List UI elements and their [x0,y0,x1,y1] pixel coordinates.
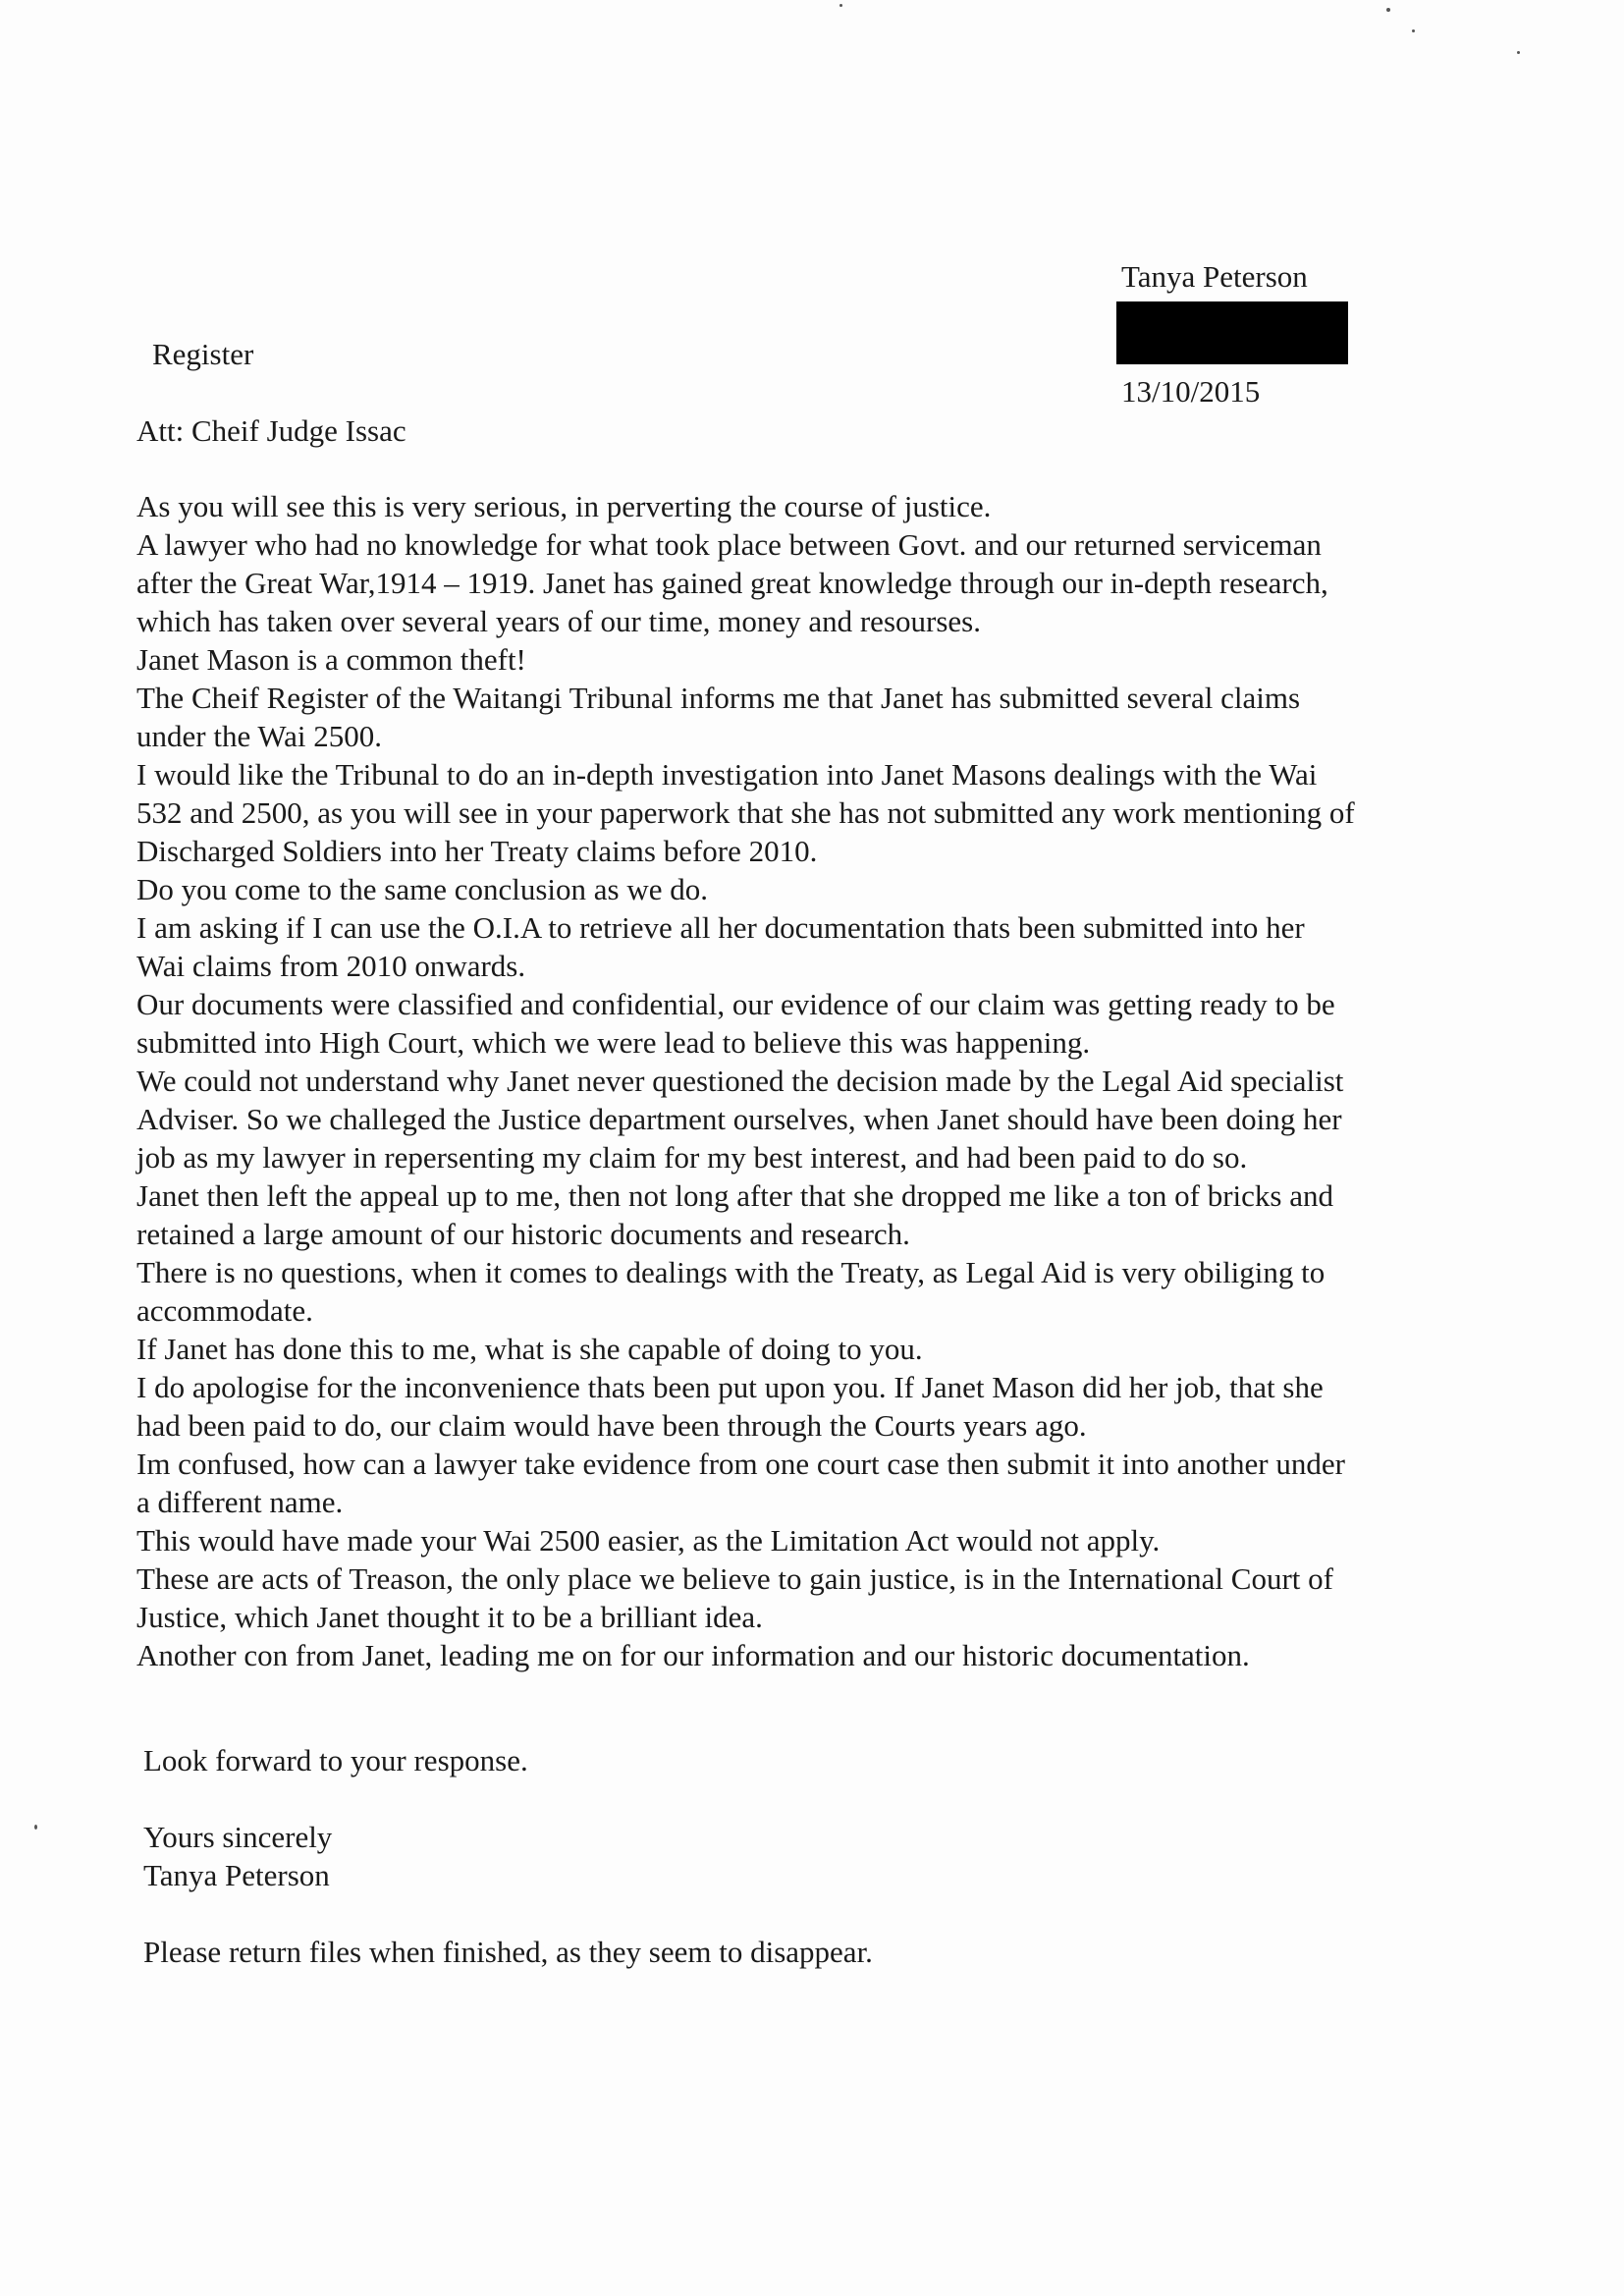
body-line: had been paid to do, our claim would have been through the Courts years ago. [136,1408,1087,1443]
body-line: There is no questions, when it comes to dealings with the Treaty, as Legal Aid is very obiliging to [136,1255,1326,1289]
closing-line: Look forward to your response. [143,1743,528,1777]
body-line: These are acts of Treason, the only place we believe to gain justice, is in the International Court of [136,1561,1333,1596]
body-line: job as my lawyer in repersenting my claim for my best interest, and had been paid to do so. [136,1140,1248,1175]
body-line: Adviser. So we challeged the Justice department ourselves, when Janet should have been doing her [136,1102,1342,1136]
signoff: Yours sincerely [143,1820,333,1854]
signoff-name: Tanya Peterson [143,1858,330,1892]
scan-speck [1517,51,1520,54]
attention-line: Att: Cheif Judge Issac [136,413,406,448]
body-line: Another con from Janet, leading me on for our information and our historic documentation. [136,1638,1250,1672]
body-line: which has taken over several years of our time, money and resourses. [136,604,981,638]
sender-name: Tanya Peterson [1121,259,1308,294]
scan-speck [839,4,842,7]
body-line: Discharged Soldiers into her Treaty claims before 2010. [136,834,818,868]
body-line: 532 and 2500, as you will see in your paperwork that she has not submitted any work mentioning of [136,795,1355,830]
body-line: Justice, which Janet thought it to be a brilliant idea. [136,1600,763,1634]
body-line: under the Wai 2500. [136,719,383,753]
body-line: The Cheif Register of the Waitangi Tribunal informs me that Janet has submitted several claims [136,681,1301,715]
body-line: As you will see this is very serious, in perverting the course of justice. [136,489,992,523]
body-line: Do you come to the same conclusion as we do. [136,872,708,906]
body-line: after the Great War,1914 – 1919. Janet has gained great knowledge through our in-depth research, [136,566,1328,600]
body-line: If Janet has done this to me, what is she capable of doing to you. [136,1332,923,1366]
scan-speck [1386,8,1390,12]
scan-speck [1412,29,1415,32]
body-line: This would have made your Wai 2500 easier, as the Limitation Act would not apply. [136,1523,1161,1558]
body-line: We could not understand why Janet never questioned the decision made by the Legal Aid specialist [136,1064,1344,1098]
letter-body [136,487,1491,1674]
body-line: a different name. [136,1485,344,1519]
postscript: Please return files when finished, as they seem to disappear. [143,1935,873,1969]
body-line: Janet then left the appeal up to me, then not long after that she dropped me like a ton of bricks and [136,1178,1333,1213]
body-line: I do apologise for the inconvenience thats been put upon you. If Janet Mason did her job, that she [136,1370,1324,1404]
redacted-address-block [1116,301,1348,364]
body-line: Im confused, how can a lawyer take evidence from one court case then submit it into another under [136,1447,1345,1481]
body-line: retained a large amount of our historic documents and research. [136,1217,910,1251]
body-line: I would like the Tribunal to do an in-depth investigation into Janet Masons dealings with the Wai [136,757,1318,792]
body-line: submitted into High Court, which we were lead to believe this was happening. [136,1025,1091,1060]
letter-date: 13/10/2015 [1121,374,1261,409]
body-line: accommodate. [136,1293,313,1328]
scan-speck [34,1825,37,1830]
body-line: Wai claims from 2010 onwards. [136,949,526,983]
body-line: I am asking if I can use the O.I.A to retrieve all her documentation thats been submitted into her [136,910,1305,945]
body-line: Janet Mason is a common theft! [136,642,526,677]
body-line: Our documents were classified and confidential, our evidence of our claim was getting ready to be [136,987,1335,1021]
recipient: Register [152,337,254,371]
body-line: A lawyer who had no knowledge for what took place between Govt. and our returned serviceman [136,527,1322,562]
